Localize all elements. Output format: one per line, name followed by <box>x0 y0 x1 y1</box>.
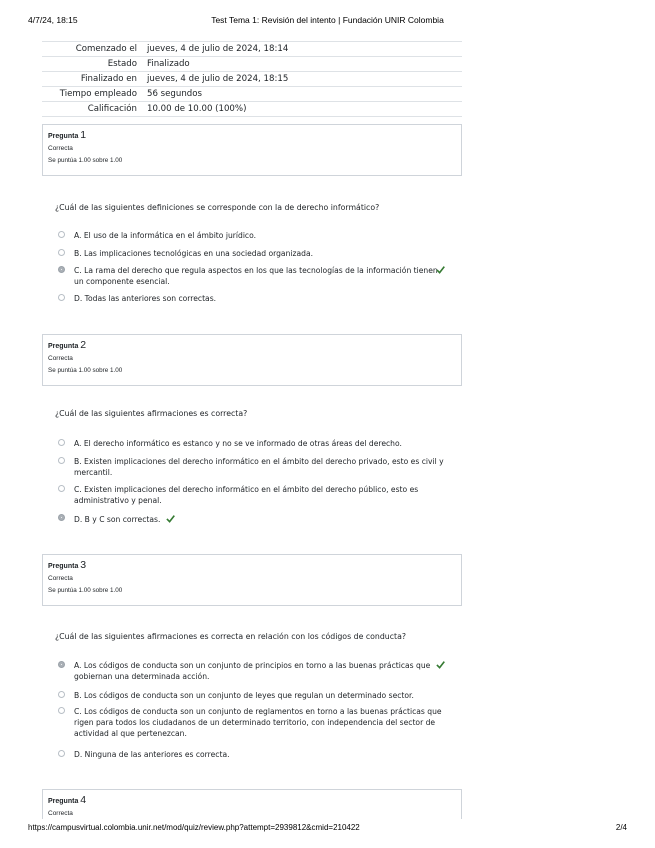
question-number: Pregunta 3 <box>48 559 87 571</box>
question-number: Pregunta 1 <box>48 129 87 141</box>
question-info-3 <box>42 554 462 606</box>
question-text-2: ¿Cuál de las siguientes afirmaciones es correcta? <box>55 409 248 418</box>
answer-text: D. Ninguna de las anteriores es correcta. <box>74 750 230 759</box>
question-state: Correcta <box>48 810 73 817</box>
radio-icon[interactable] <box>58 750 65 757</box>
summary-label: Calificación <box>42 102 143 117</box>
answer-text: A. El derecho informático es estanco y no se ve informado de otras áreas del derecho. <box>74 439 402 448</box>
question-text-3: ¿Cuál de las siguientes afirmaciones es correcta en relación con los códigos de conducta? <box>55 632 406 641</box>
question-state: Correcta <box>48 145 73 152</box>
summary-value: Finalizado <box>143 57 462 72</box>
check-icon <box>166 514 175 523</box>
radio-icon[interactable] <box>58 294 65 301</box>
answer-text: D. B y C son correctas. <box>74 513 444 525</box>
answer-text: A. Los códigos de conducta son un conjunto de principios en torno a las buenas prácticas que gobiernan una determinada acción. <box>74 661 431 681</box>
question-grade: Se puntúa 1.00 sobre 1.00 <box>48 157 123 164</box>
summary-value: jueves, 4 de julio de 2024, 18:14 <box>143 42 462 57</box>
radio-icon[interactable] <box>58 661 65 668</box>
radio-icon[interactable] <box>58 457 65 464</box>
print-footer <box>28 823 627 837</box>
summary-value: 10.00 de 10.00 (100%) <box>143 102 462 117</box>
radio-icon[interactable] <box>58 439 65 446</box>
question-grade: Se puntúa 1.00 sobre 1.00 <box>48 367 123 374</box>
question-number: Pregunta 4 <box>48 794 87 806</box>
summary-row <box>42 72 462 87</box>
attempt-summary-table <box>42 41 462 117</box>
radio-icon[interactable] <box>58 707 65 714</box>
summary-row <box>42 87 462 102</box>
question-state: Correcta <box>48 355 73 362</box>
answer-text: B. Los códigos de conducta son un conjunto de leyes que regulan un determinado sector. <box>74 691 414 700</box>
answer-text: D. Todas las anteriores son correctas. <box>74 294 217 303</box>
answer-text: C. Los códigos de conducta son un conjunto de reglamentos en torno a las buenas prácticas que rigen para todos los ciudadanos de un determinado territorio, con independencia del sector de actividad al que pertenezcan. <box>74 707 442 738</box>
page-number: 2/4 <box>615 823 627 832</box>
answer-text: B. Las implicaciones tecnológicas en una sociedad organizada. <box>74 249 314 258</box>
radio-icon[interactable] <box>58 485 65 492</box>
summary-value: 56 segundos <box>143 87 462 102</box>
question-state: Correcta <box>48 575 73 582</box>
question-info-2 <box>42 334 462 386</box>
print-date: 4/7/24, 18:15 <box>28 15 78 25</box>
question-number: Pregunta 2 <box>48 339 87 351</box>
radio-icon[interactable] <box>58 691 65 698</box>
answer-text: C. La rama del derecho que regula aspectos en los que las tecnologías de la información tienen un componente esencial. <box>74 266 438 286</box>
answer-text: A. El uso de la informática en el ámbito jurídico. <box>74 231 257 240</box>
summary-label: Tiempo empleado <box>42 87 143 102</box>
summary-label: Comenzado el <box>42 42 143 57</box>
radio-icon[interactable] <box>58 266 65 273</box>
check-icon <box>436 660 445 669</box>
summary-label: Estado <box>42 57 143 72</box>
print-header <box>28 15 627 29</box>
summary-label: Finalizado en <box>42 72 143 87</box>
print-title: Test Tema 1: Revisión del intento | Fundación UNIR Colombia <box>211 15 444 25</box>
radio-icon[interactable] <box>58 231 65 238</box>
summary-row <box>42 42 462 57</box>
answer-text: C. Existen implicaciones del derecho informático en el ámbito del derecho público, esto es administrativo y penal. <box>74 485 419 505</box>
print-url: https://campusvirtual.colombia.unir.net/mod/quiz/review.php?attempt=2939812&cmid=210422 <box>28 823 360 832</box>
summary-row <box>42 102 462 117</box>
summary-row <box>42 57 462 72</box>
question-info-1 <box>42 124 462 176</box>
answer-text: B. Existen implicaciones del derecho informático en el ámbito del derecho privado, esto es civil y mercantil. <box>74 457 444 477</box>
summary-value: jueves, 4 de julio de 2024, 18:15 <box>143 72 462 87</box>
question-grade: Se puntúa 1.00 sobre 1.00 <box>48 587 123 594</box>
question-info-4 <box>42 789 462 819</box>
radio-icon[interactable] <box>58 249 65 256</box>
radio-icon[interactable] <box>58 514 65 521</box>
question-text-1: ¿Cuál de las siguientes definiciones se corresponde con la de derecho informático? <box>55 203 380 212</box>
check-icon <box>436 265 445 274</box>
